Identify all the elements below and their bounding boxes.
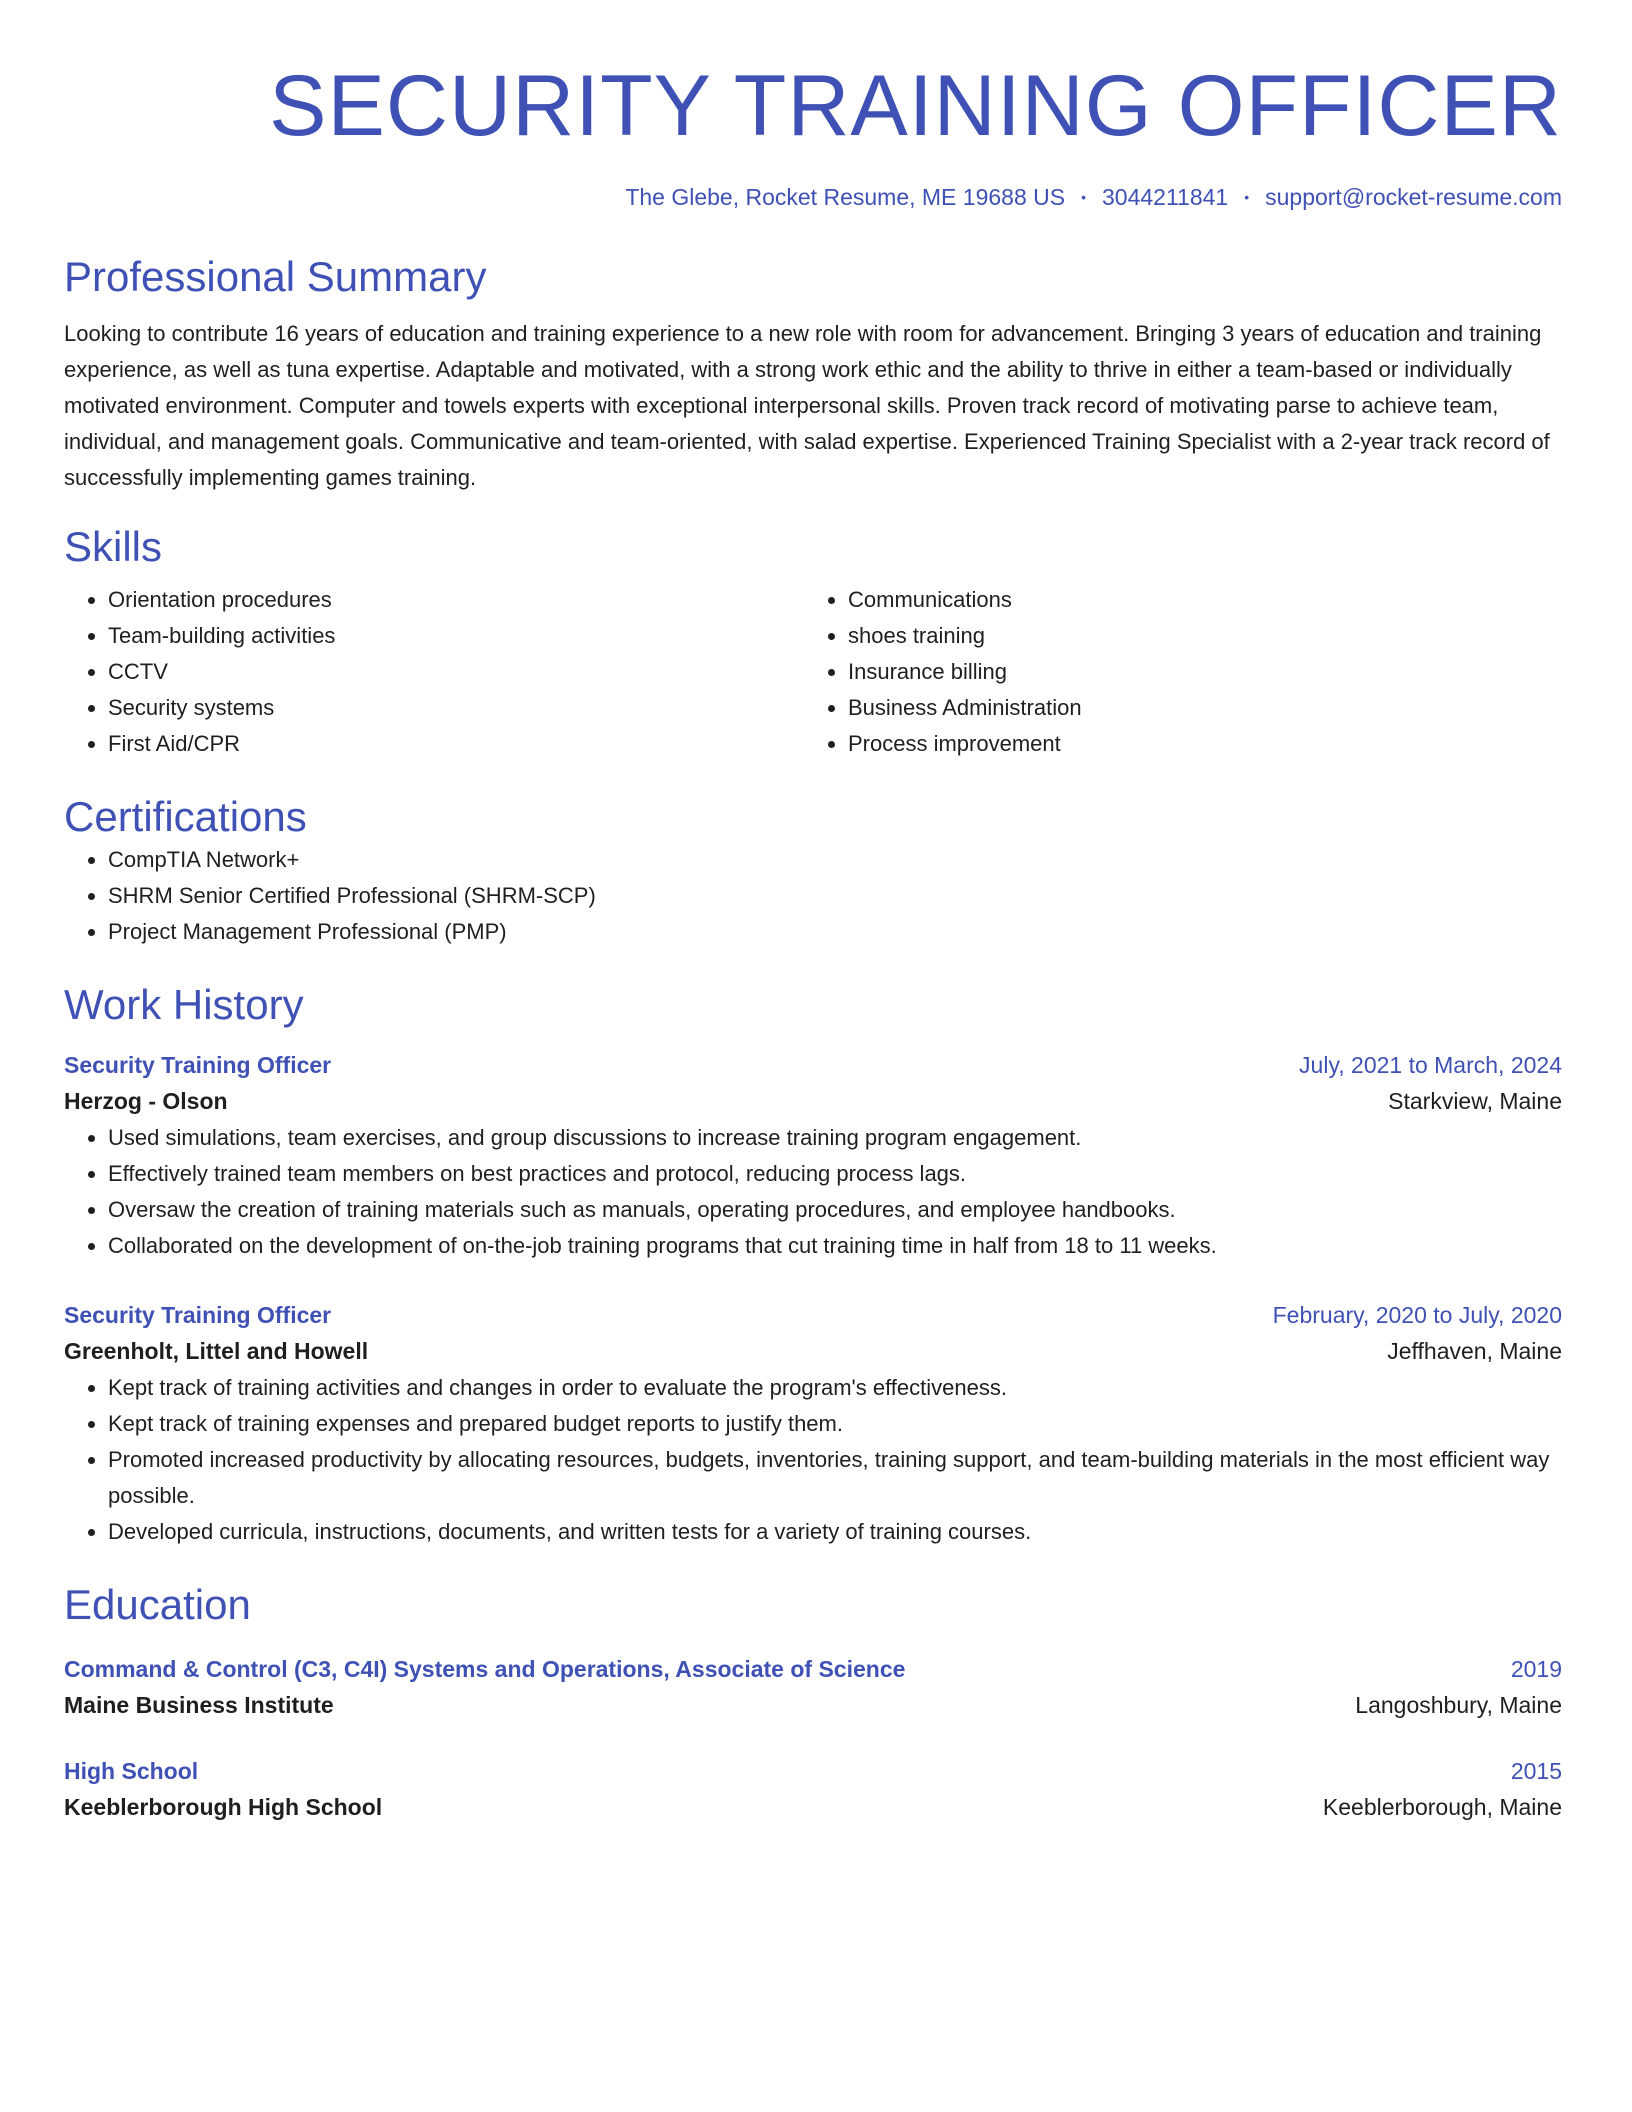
skills-list-left [64,582,804,762]
certifications-list [64,842,1562,950]
contact-phone: 3044211841 [1101,184,1229,210]
resume-page [64,0,1562,1826]
education-degree-row [64,1652,1562,1686]
separator-dot: • [1244,189,1250,205]
education-degree: High School [64,1758,199,1784]
job-company-row [64,1332,1562,1370]
summary-heading: Professional Summary [64,253,487,300]
skills-list-right [804,582,1544,762]
skills-heading: Skills [64,523,163,570]
job-company-row [64,1082,1562,1120]
education-year: 2019 [1510,1656,1562,1682]
job-entry [64,1298,1562,1550]
job-role: Security Training Officer [64,1302,332,1328]
job-bullet: • Developed curricula, instructions, documents, and written tests for a variety of training courses. [108,1514,1562,1550]
job-bullet: • Collaborated on the development of on-the-job training programs that cut training time in half from 18 to 11 weeks. [108,1228,1562,1264]
job-title-row [64,1048,1562,1082]
job-bullets [64,1120,1562,1264]
job-dates: July, 2021 to March, 2024 [1299,1052,1562,1078]
job-bullet: • Effectively trained team members on best practices and protocol, reducing process lags. [108,1156,1562,1192]
skill-item: • Communications [848,582,1544,618]
skill-item: • CCTV [108,654,804,690]
job-dates: February, 2020 to July, 2020 [1272,1302,1562,1328]
job-bullet: • Kept track of training activities and changes in order to evaluate the program's effectiveness. [108,1370,1562,1406]
job-location: Starkview, Maine [1388,1088,1562,1114]
education-heading: Education [64,1581,251,1628]
job-company: Herzog - Olson [64,1088,228,1114]
education-entry [64,1754,1562,1826]
certification-item: • CompTIA Network+ [108,842,1562,878]
job-bullets [64,1370,1562,1550]
certification-item: • Project Management Professional (PMP) [108,914,1562,950]
education-school-row [64,1686,1562,1724]
education-location: Langoshbury, Maine [1355,1692,1562,1718]
skill-item: • shoes training [848,618,1544,654]
certifications-heading: Certifications [64,793,307,840]
job-bullet: • Kept track of training expenses and prepared budget reports to justify them. [108,1406,1562,1442]
work-history-heading: Work History [64,981,304,1028]
skill-item: • Process improvement [848,726,1544,762]
education-school: Maine Business Institute [64,1692,334,1718]
contact-line [64,182,1562,212]
skills-column-left [64,582,804,762]
education-degree-row [64,1754,1562,1788]
skill-item: • Business Administration [848,690,1544,726]
candidate-name: SECURITY TRAINING OFFICER [269,58,1562,154]
certification-item: • SHRM Senior Certified Professional (SHRM-SCP) [108,878,1562,914]
skills-column-right [804,582,1544,762]
separator-dot: • [1081,189,1086,205]
summary-text: Looking to contribute 16 years of education and training experience to a new role with room for advancement. Bringing 3 years of education and training experience, as well as tuna expertise. Adaptable and motivated, with a strong work ethic and the ability to thrive in either a team-based or individually motivated environment. Computer and towels experts with exceptional interpersonal skills. Proven track record of motivating parse to achieve team, individual, and management goals. Communicative and team-oriented, with salad expertise. Experienced Training Specialist with a 2-year track record of successfully implementing games training. [64,321,1550,490]
skill-item: • Insurance billing [848,654,1544,690]
job-bullet: • Promoted increased productivity by allocating resources, budgets, inventories, training support, and team-building materials in the most efficient way possible. [108,1442,1562,1514]
education-entry [64,1652,1562,1724]
contact-address: The Glebe, Rocket Resume, ME 19688 US [625,184,1066,210]
job-bullet: • Oversaw the creation of training materials such as manuals, operating procedures, and employee handbooks. [108,1192,1562,1228]
skill-item: • Orientation procedures [108,582,804,618]
skill-item: • Security systems [108,690,804,726]
education-year: 2015 [1510,1758,1562,1784]
education-location: Keeblerborough, Maine [1322,1794,1562,1820]
job-entry [64,1048,1562,1264]
resume-header [64,0,1562,212]
job-bullet: • Used simulations, team exercises, and group discussions to increase training program engagement. [108,1120,1562,1156]
skill-item: • Team-building activities [108,618,804,654]
job-company: Greenholt, Littel and Howell [64,1338,369,1364]
skills-grid [64,582,1562,762]
skill-item: • First Aid/CPR [108,726,804,762]
job-location: Jeffhaven, Maine [1387,1338,1562,1364]
job-title-row [64,1298,1562,1332]
education-degree: Command & Control (C3, C4I) Systems and Operations, Associate of Science [64,1656,906,1682]
education-school-row [64,1788,1562,1826]
education-school: Keeblerborough High School [64,1794,383,1820]
contact-email: support@rocket-resume.com [1265,184,1562,210]
job-role: Security Training Officer [64,1052,332,1078]
